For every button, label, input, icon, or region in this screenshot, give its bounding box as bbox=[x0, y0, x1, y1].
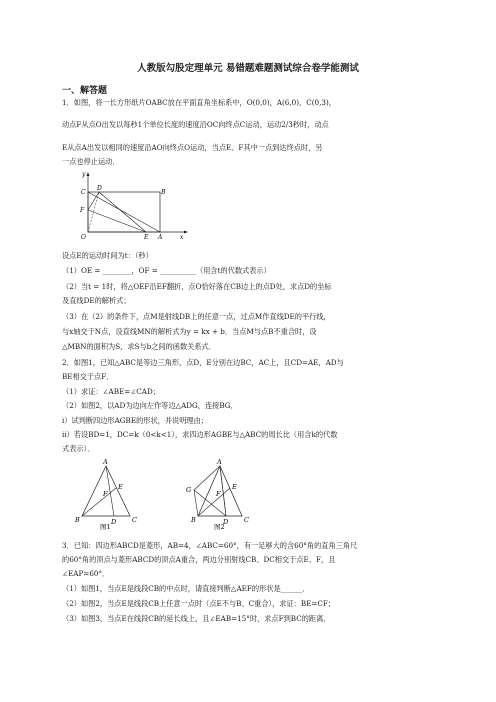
label-y: y bbox=[82, 171, 86, 178]
label-D: D bbox=[97, 185, 102, 192]
q3-line: ∠EAP=60°． bbox=[62, 569, 110, 578]
fig1-label-F: F bbox=[103, 490, 108, 498]
label-A: A bbox=[158, 234, 163, 241]
fig2-label-G: G bbox=[186, 486, 192, 494]
q3-line: （2）如图2，当点E是线段CB上任意一点时（点E不与B、C重合），求证：BE=CF； bbox=[62, 599, 336, 608]
q1-line: 及直线DE的解析式； bbox=[62, 296, 131, 305]
q3-line: 的60°角的顶点与菱形ABCD的顶点A重合，两边分别射线CB、DC相交于点E、F，且 bbox=[62, 555, 336, 564]
fig1-label-A: A bbox=[103, 458, 108, 466]
page-title: 人教版勾股定理单元 易错题难题测试综合卷学能测试 bbox=[137, 63, 359, 74]
q3-line: 3．已知：四边形ABCD是菱形，AB=4，∠ABC=60°，有一足够大的含60°角的直角三角尺 bbox=[62, 541, 358, 550]
q1-line: 一点也停止运动． bbox=[62, 157, 120, 166]
q2-line: 2．如图1，已知△ABC是等边三角形，点D，E分别在边BC，AC上，且CD=AE，AD与 bbox=[62, 358, 344, 367]
label-O: O bbox=[81, 234, 86, 241]
q1-coordinate-figure bbox=[66, 170, 191, 242]
q1-line: 动点F从点O出发以每秒1个单位长度的速度沿OC向终点C运动，运动2/3秒时，动点 bbox=[62, 120, 329, 129]
q2-line: （2）如图2，以AD为边向左作等边△ADG，连接BG． bbox=[62, 401, 238, 410]
fig2-caption: 图2 bbox=[214, 523, 225, 530]
fig2-label-D: D bbox=[223, 518, 229, 526]
q1-line: （2）当t = 1时，将△OEF沿EF翻折，点O恰好落在CB边上的点D处，求点D的坐标 bbox=[62, 282, 332, 291]
section-heading: 一、解答题 bbox=[62, 86, 108, 96]
fig2-label-E: E bbox=[232, 483, 237, 491]
q2-line: （1）求证：∠ABE=∠CAD； bbox=[62, 387, 160, 396]
q2-line: BE相交于点F． bbox=[62, 372, 114, 381]
fig1-label-C: C bbox=[132, 516, 137, 524]
label-E: E bbox=[144, 234, 149, 241]
fig1-label-E: E bbox=[118, 483, 123, 491]
label-x: x bbox=[180, 234, 184, 241]
fig2-label-C: C bbox=[244, 516, 249, 524]
q2-figure-1 bbox=[70, 458, 150, 530]
q3-line: （1）如图1，当点E是线段CB的中点时，请直接判断△AEF的形状是______． bbox=[62, 584, 310, 593]
q2-line: ⅱ）若设BD=1，DC=k（0<k<1），求四边形AGBE与△ABC的周长比（用含k的代数 bbox=[62, 430, 338, 439]
fig2-label-F: F bbox=[216, 490, 221, 498]
q2-line: 式表示）． bbox=[62, 444, 95, 453]
q1-line: （3）在（2）的条件下，点M是射线DB上的任意一点，过点M作直线DE的平行线， bbox=[62, 312, 331, 321]
fig1-label-D: D bbox=[111, 518, 117, 526]
q1-line: △MBN的面积为S，求S与b之间的函数关系式． bbox=[62, 342, 216, 351]
fig2-label-B: B bbox=[191, 516, 196, 524]
fig2-label-A: A bbox=[217, 458, 222, 466]
q1-line: E从点A出发以相同的速度沿AO向终点O运动，当点E、F其中一点到达终点时，另 bbox=[62, 143, 323, 152]
q2-line: ⅰ）试判断四边形AGBE的形状，并说明理由； bbox=[62, 416, 208, 425]
q1-line: 1．如图，将一长方形纸片OABC放在平面直角坐标系中，O(0,0)，A(6,0)，C(0,3)， bbox=[62, 98, 336, 107]
q1-line: 设点E的运动时间为t：（秒） bbox=[62, 251, 153, 260]
q3-line: （3）如图3，当点E在线段CB的延长线上，且∠EAB=15°时，求点F到BC的距离． bbox=[62, 614, 331, 623]
fig1-label-B: B bbox=[75, 516, 80, 524]
label-F: F bbox=[80, 207, 85, 214]
q2-figure-2 bbox=[180, 458, 260, 530]
label-C: C bbox=[81, 189, 86, 196]
label-B: B bbox=[161, 189, 166, 196]
q1-line: （1）OE = ________，OF = __________（用含t的代数式表示） bbox=[62, 266, 271, 275]
fig1-caption: 图1 bbox=[100, 523, 111, 530]
q1-line: 与x轴交于N点，设直线MN的解析式为y = kx + b．当点M与点B不重合时，设 bbox=[62, 327, 317, 336]
